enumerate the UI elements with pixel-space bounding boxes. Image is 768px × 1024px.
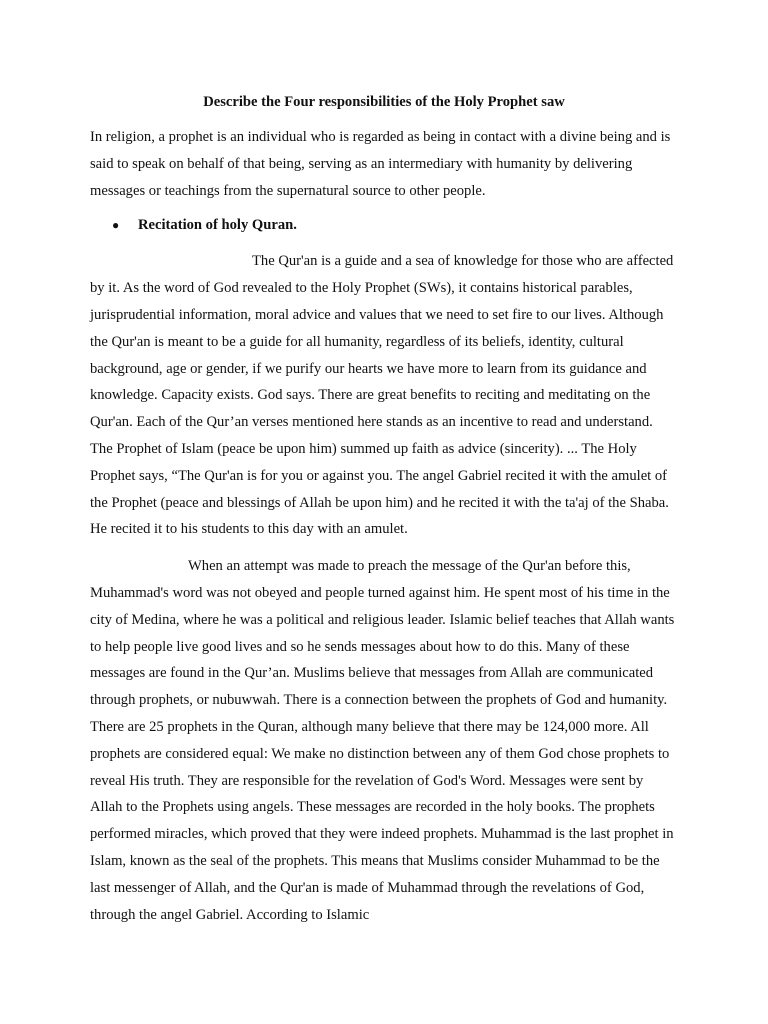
bullet-dot-icon: ● bbox=[112, 218, 120, 233]
body-paragraph-1: The Qur'an is a guide and a sea of knowledge for those who are affected by it. As the word of God revealed to the Holy Prophet (SWs), it contains historical parables, jurisprudential information, moral advice and values that we need to set fire to our lives. Although the Qur'an is meant to be a guide for all humanity, regardless of its beliefs, identity, cultural background, age or gender, if we purify our hearts we have more to learn from its guidance and knowledge. Capacity exists. God says. There are great benefits to reciting and meditating on the Qur'an. Each of the Qur’an verses mentioned here stands as an incentive to read and understand. The Prophet of Islam (peace be upon him) summed up faith as advice (sincerity). ... The Holy Prophet says, “The Qur'an is for you or against you. The angel Gabriel recited it with the amulet of the Prophet (peace and blessings of Allah be upon him) and he recited it with the ta'aj of the Shaba. He recited it to his students to this day with an amulet. bbox=[90, 253, 674, 538]
bullet-heading: Recitation of holy Quran. bbox=[138, 217, 297, 234]
document-page bbox=[90, 92, 678, 928]
document-title: Describe the Four responsibilities of the Holy Prophet saw bbox=[203, 94, 565, 110]
bullet-item-recitation bbox=[90, 214, 678, 236]
intro-paragraph: In religion, a prophet is an individual who is regarded as being in contact with a divine being and is said to speak on behalf of that being, serving as an intermediary with humanity by delivering messages or teachings from the supernatural source to other people. bbox=[90, 129, 671, 199]
body-paragraph-2: When an attempt was made to preach the message of the Qur'an before this, Muhammad's word was not obeyed and people turned against him. He spent most of his time in the city of Medina, where he was a political and religious leader. Islamic belief teaches that Allah wants to help people live good lives and so he sends messages about how to do this. Many of these messages are found in the Qur’an. Muslims believe that messages from Allah are communicated through prophets, or nubuwwah. There is a connection between the prophets of God and humanity. There are 25 prophets in the Quran, although many believe that there may be 124,000 more. All prophets are considered equal: We make no distinction between any of them God chose prophets to reveal His truth. They are responsible for the revelation of God's Word. Messages were sent by Allah to the Prophets using angels. These messages are recorded in the holy books. The prophets performed miracles, which proved that they were indeed prophets. Muhammad is the last prophet in Islam, known as the seal of the prophets. This means that Muslims consider Muhammad to be the last messenger of Allah, and the Qur'an is made of Muhammad through the revelations of God, through the angel Gabriel. According to Islamic bbox=[90, 558, 675, 923]
